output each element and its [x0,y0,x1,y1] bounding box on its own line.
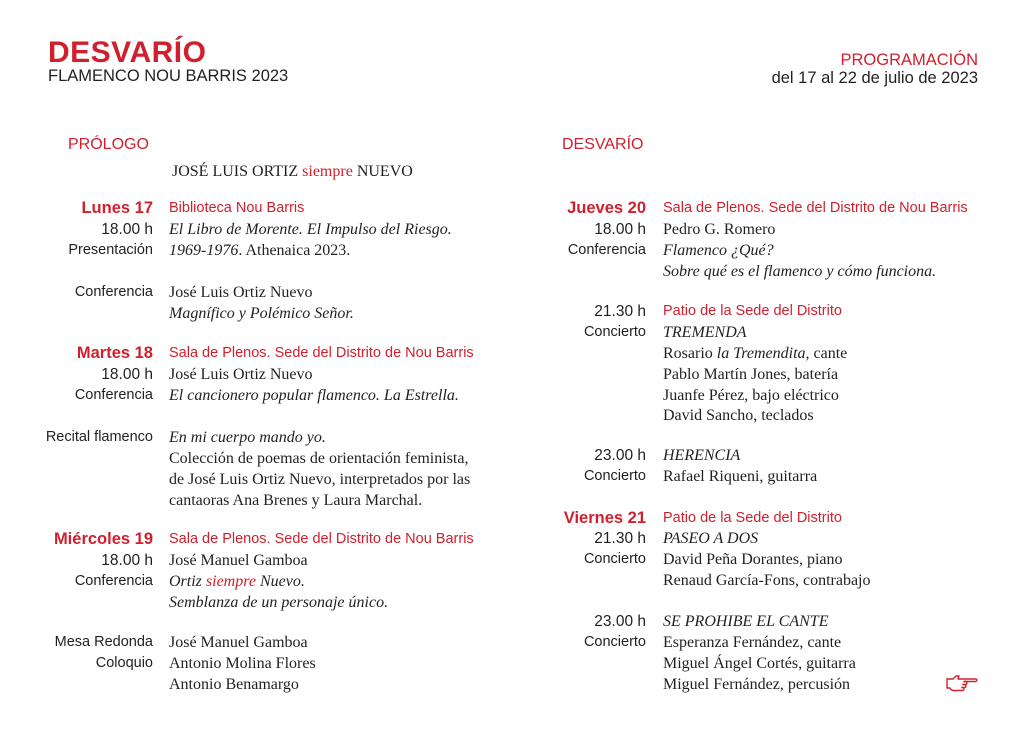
schedule-row [0,445,1024,466]
type-label: Concierto [583,634,646,650]
schedule-row [0,592,520,613]
schedule-row [0,322,1024,343]
event-text: Magnífico y Polémico Señor. [169,305,354,322]
event-text: Sobre qué es el flamenco y cómo funciona. [663,263,937,280]
event-text-italic: 1969-1976 [169,242,239,259]
event-text: Rafael Riqueni, guitarra [663,468,818,485]
type-label: Presentación [68,242,153,258]
event-text: HERENCIA [663,447,741,464]
type-label: Concierto [583,551,646,567]
day-label: Jueves 20 [567,199,646,217]
day-label: Martes 18 [76,344,153,362]
event-text: Pablo Martín Jones, batería [663,366,839,383]
type-label: Conferencia [74,387,153,403]
time-label: 21.30 h [594,303,646,320]
event-text: PASEO A DOS [663,530,759,547]
event-text: José Luis Ortiz Nuevo [169,366,313,383]
event-text: cantaoras Ana Brenes y Laura Marchal. [169,492,423,509]
type-label: Conferencia [74,573,153,589]
event-text: SE PROHIBE EL CANTE [663,613,829,630]
type-label: Conferencia [74,284,153,300]
section-desvario: DESVARÍO [562,136,644,153]
event-text: Renaud García-Fons, contrabajo [663,572,871,589]
venue: Biblioteca Nou Barris [169,200,305,216]
schedule-row [0,508,1024,529]
event-text-b: siempre [205,573,256,590]
schedule-row [0,466,1024,487]
event-text: Miguel Ángel Cortés, guitarra [663,655,856,672]
section-prologo: PRÓLOGO [68,136,149,153]
schedule-row [0,343,1024,364]
headline-part-3: NUEVO [352,163,413,180]
headline-part-2: siempre [302,163,353,180]
time-label: 18.00 h [594,221,646,238]
program-label: PROGRAMACIÓN [840,51,978,69]
event-text: Colección de poemas de orientación feminista, [169,450,469,467]
schedule-row [0,653,1024,674]
event-text: José Manuel Gamboa [169,634,308,651]
event-text: Miguel Fernández, percusión [663,676,851,693]
time-label: 21.30 h [594,530,646,547]
program-dates: del 17 al 22 de julio de 2023 [771,69,978,87]
venue: Sala de Plenos. Sede del Distrito de Nou Barris [169,345,474,361]
schedule-row [0,405,1024,426]
event-title: DESVARÍO [48,36,207,69]
event-text-rest: . Athenaica 2023. [238,242,351,259]
prologo-headline [172,161,413,182]
event-text-c: cante [809,345,848,362]
schedule-row [0,282,520,303]
event-text: Antonio Molina Flores [169,655,316,672]
pointing-hand-icon[interactable] [944,672,980,694]
schedule-row [0,261,1024,282]
time-label: 18.00 h [101,366,153,383]
event-text: Semblanza de un personaje único. [169,594,389,611]
venue: Patio de la Sede del Distrito [663,510,842,526]
event-text [663,343,847,364]
event-text: David Sancho, teclados [663,407,814,424]
schedule-row [0,198,1024,219]
event-text: José Manuel Gamboa [169,552,308,569]
time-label: 23.00 h [594,447,646,464]
headline-part-1: JOSÉ LUIS ORTIZ [172,163,303,180]
day-label: Miércoles 19 [53,530,153,548]
event-text: Pedro G. Romero [663,221,776,238]
venue: Sala de Plenos. Sede del Distrito de Nou Barris [169,531,474,547]
schedule-row [0,528,1024,549]
schedule-row [0,301,1024,322]
schedule-row [0,364,1024,385]
type-label: Concierto [583,324,646,340]
event-text-c: Nuevo. [255,573,305,590]
type-label: Coloquio [95,655,153,671]
event-text: TREMENDA [663,324,747,341]
schedule-row [0,611,1024,632]
event-text: Antonio Benamargo [169,676,299,693]
event-text: de José Luis Ortiz Nuevo, interpretados por las [169,471,471,488]
type-label: Concierto [583,468,646,484]
schedule-row [0,632,1024,653]
schedule-row [0,219,1024,240]
event-text: David Peña Dorantes, piano [663,551,843,568]
event-text: Esperanza Fernández, cante [663,634,842,651]
day-label: Lunes 17 [81,199,153,217]
type-label: Mesa Redonda [54,634,153,650]
venue: Sala de Plenos. Sede del Distrito de Nou Barris [663,200,968,216]
type-label: Recital flamenco [45,429,153,445]
event-text: En mi cuerpo mando yo. [169,429,326,446]
schedule-row [0,385,1024,406]
time-label: 18.00 h [101,221,153,238]
event-text-a: Ortiz [169,573,206,590]
event-text-a: Rosario [663,345,717,362]
schedule-row [0,240,1024,261]
schedule-row [0,570,1024,591]
event-text: El cancionero popular flamenco. La Estrella. [169,387,459,404]
time-label: 23.00 h [594,613,646,630]
schedule-row [0,674,1024,695]
venue: Patio de la Sede del Distrito [663,303,842,319]
type-label: Conferencia [567,242,646,258]
event-text: El Libro de Morente. El Impulso del Riesgo. [169,221,452,238]
event-text-b: la Tremendita, [716,345,810,362]
schedule-row [0,549,1024,570]
time-label: 18.00 h [101,552,153,569]
event-text: José Luis Ortiz Nuevo [169,284,313,301]
event-text: Flamenco ¿Qué? [663,242,774,259]
event-subtitle: FLAMENCO NOU BARRIS 2023 [48,67,289,85]
day-label: Viernes 21 [563,509,646,527]
event-text: Juanfe Pérez, bajo eléctrico [663,387,839,404]
